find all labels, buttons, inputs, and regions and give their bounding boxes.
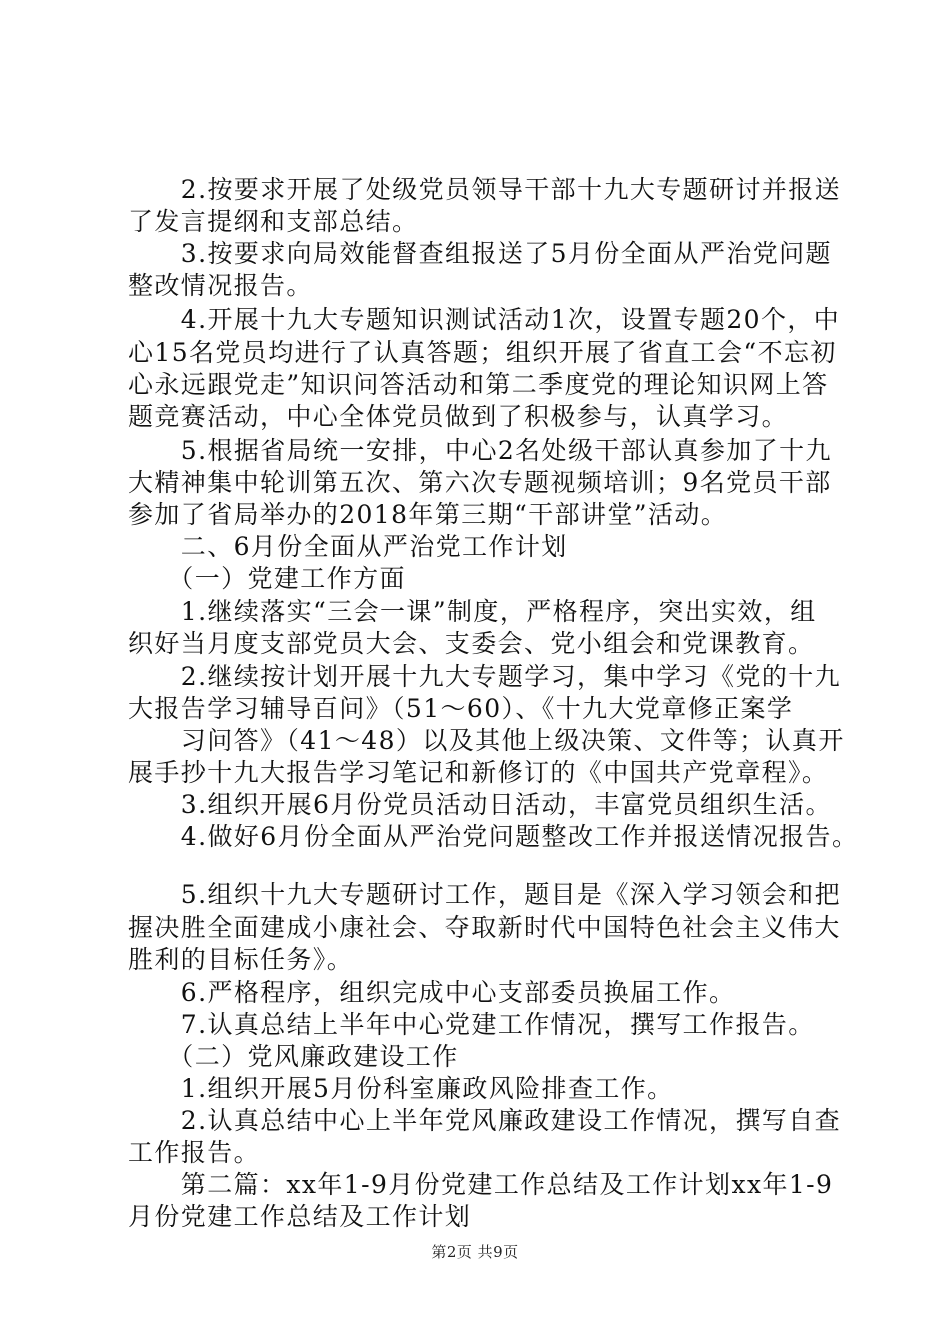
body-text-line: 2.认真总结中心上半年党风廉政建设工作情况，撰写自查 bbox=[128, 1106, 842, 1135]
body-text-line: 大精神集中轮训第五次、第六次专题视频培训；9名党员干部 bbox=[128, 468, 832, 497]
body-text-line: 第二篇：xx年1-9月份党建工作总结及工作计划xx年1-9 bbox=[128, 1170, 834, 1199]
body-text-line: 3.组织开展6月份党员活动日活动，丰富党员组织生活。 bbox=[128, 790, 832, 819]
body-text-line: 5.根据省局统一安排，中心2名处级干部认真参加了十九 bbox=[128, 436, 832, 465]
body-text-line: 整改情况报告。 bbox=[128, 271, 313, 300]
body-text-line: 工作报告。 bbox=[128, 1138, 261, 1167]
body-text-line: 胜利的目标任务》。 bbox=[128, 945, 354, 974]
body-text-line: 了发言提纲和支部总结。 bbox=[128, 207, 419, 236]
body-text-line: 4.开展十九大专题知识测试活动1次，设置专题20个，中 bbox=[128, 305, 841, 334]
body-text-line: 心15名党员均进行了认真答题；组织开展了省直工会“不忘初 bbox=[128, 338, 837, 367]
body-text-line: 习问答》（41～48）以及其他上级决策、文件等；认真开 bbox=[128, 726, 845, 755]
page-number-footer: 第2页 共9页 bbox=[431, 1243, 519, 1261]
body-text-line: 1.继续落实“三会一课”制度，严格程序，突出实效，组 bbox=[128, 597, 817, 626]
body-text-line: 1.组织开展5月份科室廉政风险排查工作。 bbox=[128, 1074, 674, 1103]
body-text-line: 心永远跟党走”知识问答活动和第二季度党的理论知识网上答 bbox=[128, 370, 829, 399]
body-text-line: 握决胜全面建成小康社会、夺取新时代中国特色社会主义伟大 bbox=[128, 913, 841, 942]
body-text-line: 参加了省局举办的2018年第三期“干部讲堂”活动。 bbox=[128, 500, 728, 529]
body-text-line: 4.做好6月份全面从严治党问题整改工作并报送情况报告。 bbox=[128, 822, 859, 851]
body-text-line: 7.认真总结上半年中心党建工作情况，撰写工作报告。 bbox=[128, 1010, 815, 1039]
body-text-line: 2.按要求开展了处级党员领导干部十九大专题研讨并报送 bbox=[128, 175, 842, 204]
body-text-line: 展手抄十九大报告学习笔记和新修订的《中国共产党章程》。 bbox=[128, 758, 829, 787]
body-text-line: 织好当月度支部党员大会、支委会、党小组会和党课教育。 bbox=[128, 629, 815, 658]
body-text-line: 题竞赛活动，中心全体党员做到了积极参与，认真学习。 bbox=[128, 402, 789, 431]
body-text-line: 5.组织十九大专题研讨工作，题目是《深入学习领会和把 bbox=[128, 880, 842, 909]
subsection-heading: （二）党风廉政建设工作 bbox=[128, 1042, 459, 1071]
body-text-line: 2.继续按计划开展十九大专题学习，集中学习《党的十九 bbox=[128, 662, 842, 691]
section-heading: 二、6月份全面从严治党工作计划 bbox=[128, 532, 568, 561]
subsection-heading: （一）党建工作方面 bbox=[128, 564, 406, 593]
body-text-line: 6.严格程序，组织完成中心支部委员换届工作。 bbox=[128, 978, 736, 1007]
body-text-line: 3.按要求向局效能督查组报送了5月份全面从严治党问题 bbox=[128, 239, 832, 268]
body-text-line: 月份党建工作总结及工作计划 bbox=[128, 1202, 472, 1231]
body-text-line: 大报告学习辅导百问》（51～60）、《十九大党章修正案学 bbox=[128, 694, 794, 723]
